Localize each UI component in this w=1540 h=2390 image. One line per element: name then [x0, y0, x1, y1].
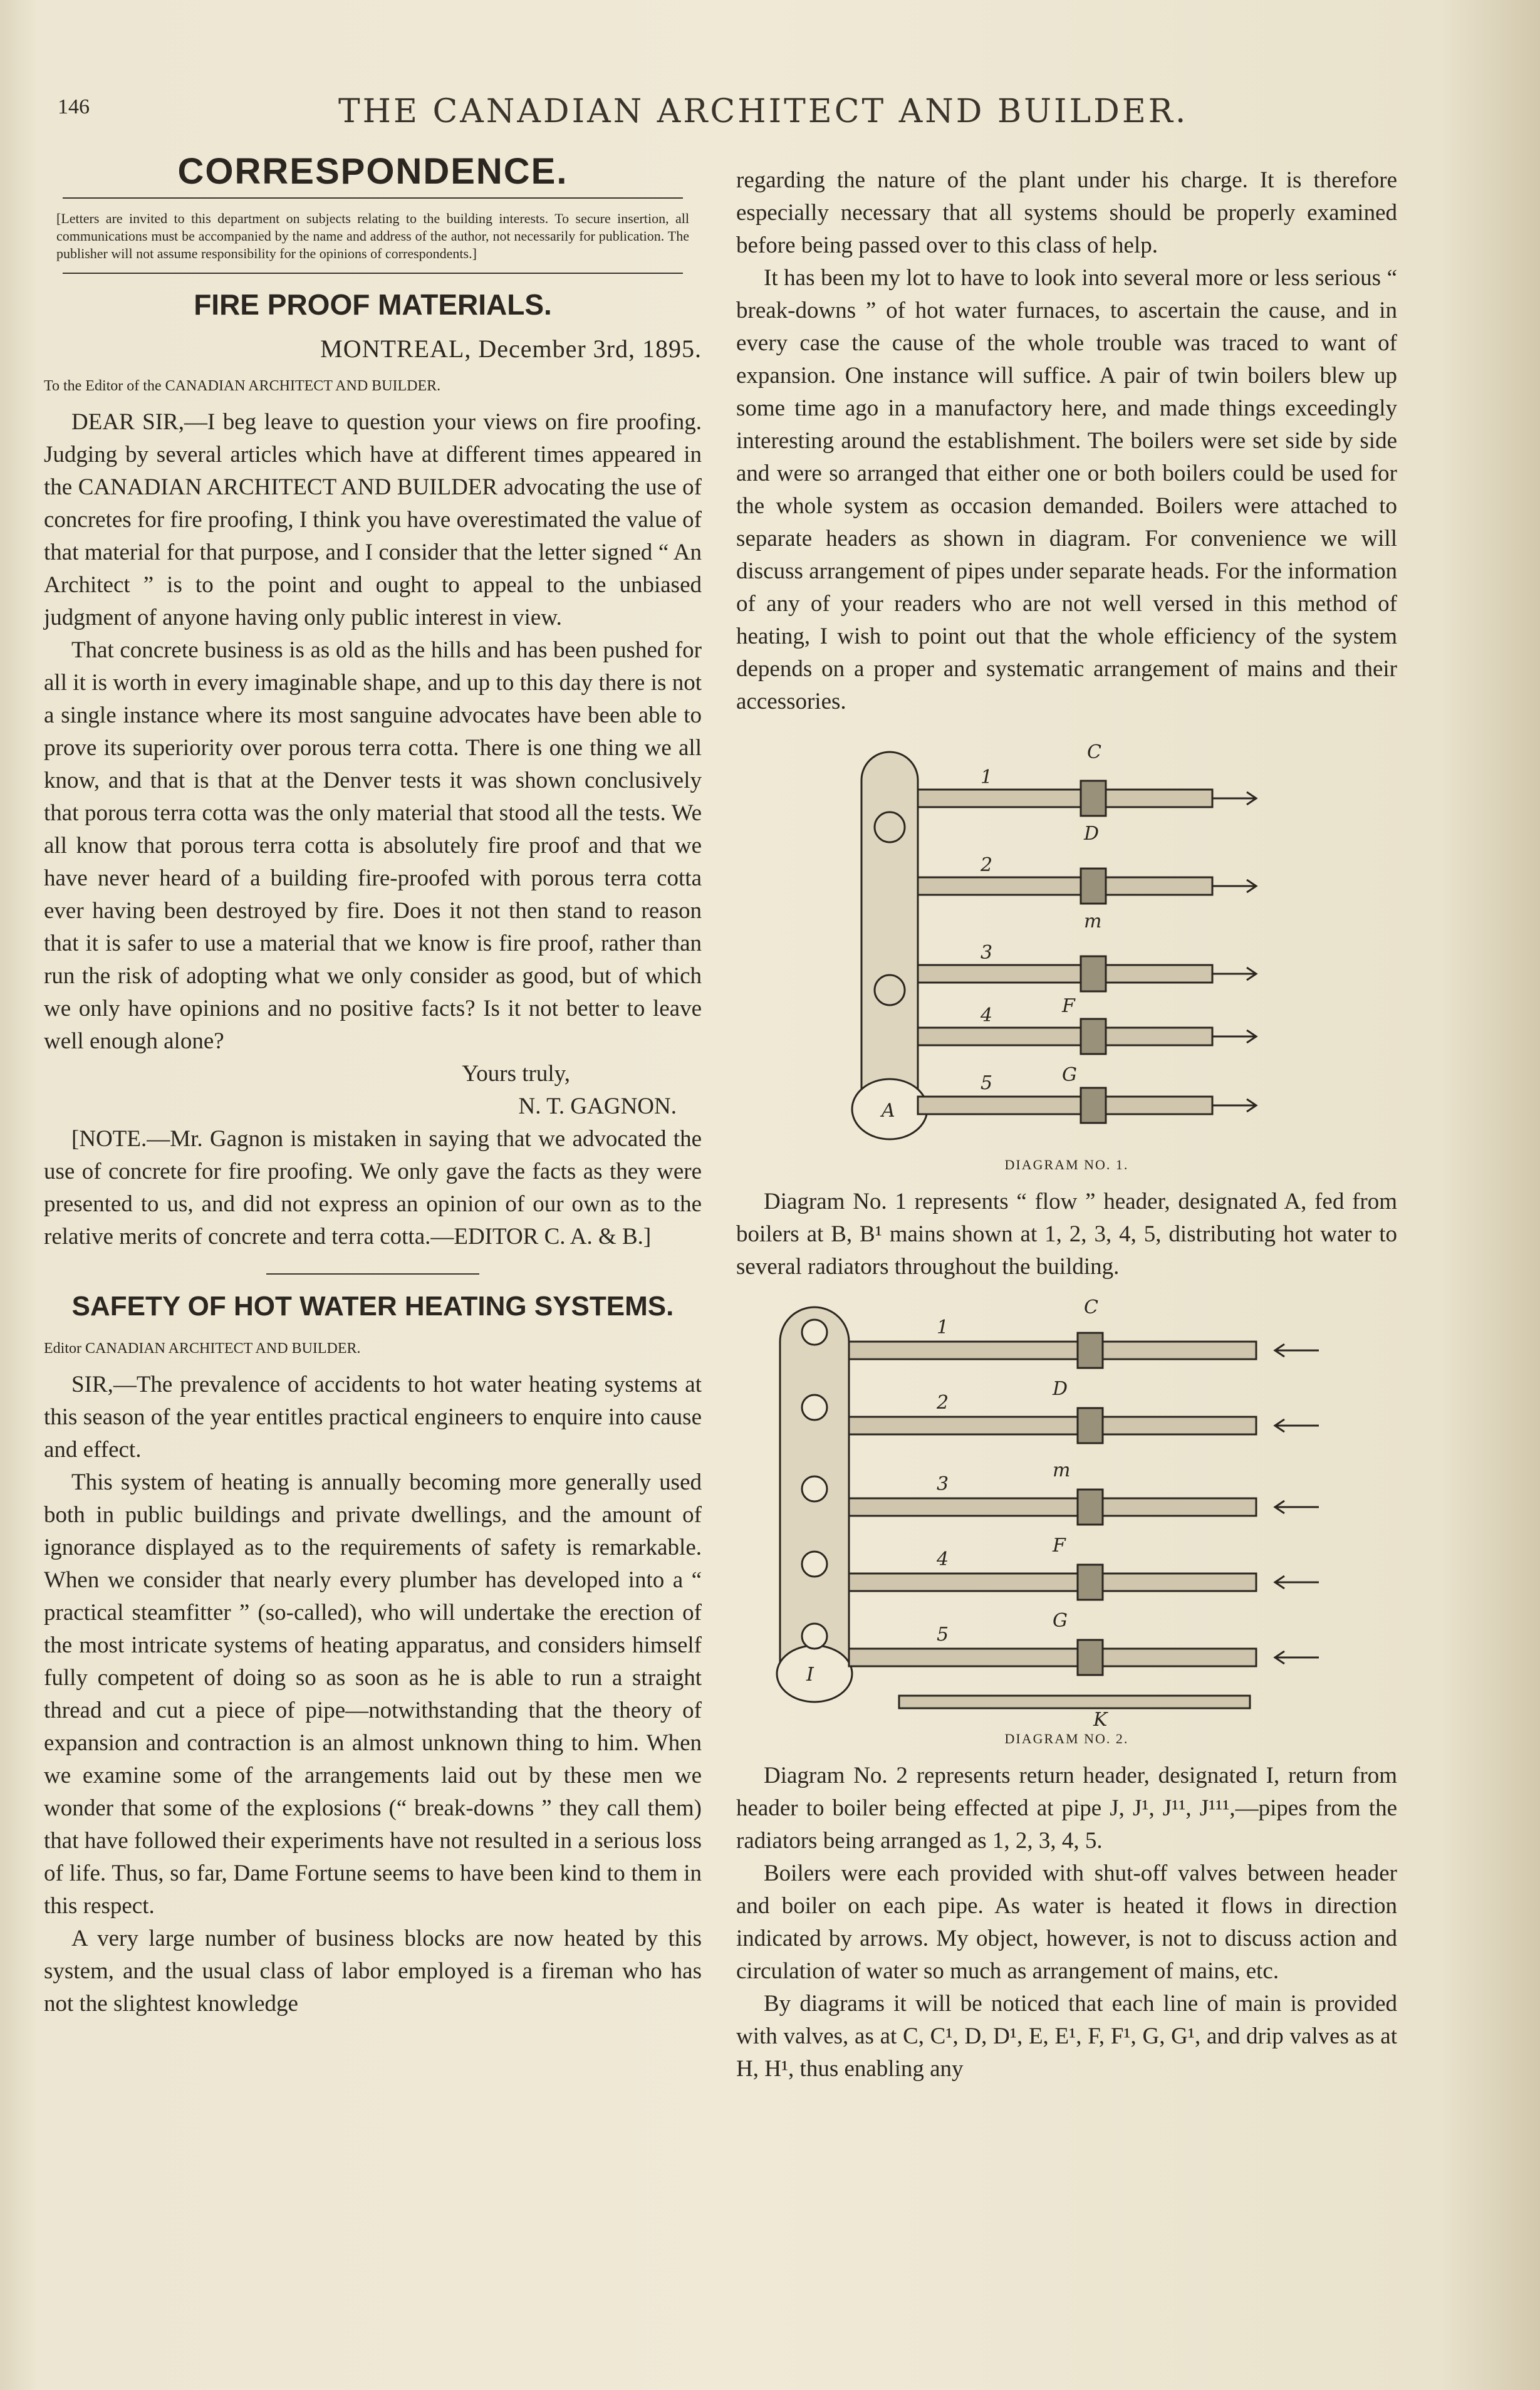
diagram-2-label: C: [1084, 1297, 1098, 1318]
diagram-1: [736, 733, 1397, 1153]
divider: [63, 273, 683, 274]
fire-proof-title: FIRE PROOF MATERIALS.: [194, 288, 552, 321]
diagram-1-label: F: [1062, 995, 1075, 1017]
diagram-2-label: m: [1053, 1459, 1071, 1481]
paragraph: By diagrams it will be noticed that each line of main is provided with valves, as at C, C¹, D, D¹, E, E¹, F, F¹, G, G¹, and drip valves as at H, H¹, thus enabling any: [736, 1991, 1397, 2082]
right-column: [736, 164, 1397, 2085]
diagram-1-label: 3: [981, 942, 993, 964]
diagram-1-label: 5: [981, 1072, 993, 1094]
diagram-1-label: 2: [981, 854, 993, 876]
journal-title: THE CANADIAN ARCHITECT AND BUILDER.: [338, 93, 1189, 130]
paragraph: DEAR SIR,—I beg leave to question your views on fire proofing. Judging by several articles which have at different times appeared in the CANADIAN ARCHITECT AND BUILDER advocating the use of concretes for fire proofing, I think you have overestimated the value of that material for that purpose, and I consider that the letter signed “ An Architect ” is to the point and ought to appeal to the unbiased judgment of anyone having only public interest in view.: [44, 409, 702, 630]
diagram-2-caption: DIAGRAM NO. 2.: [1004, 1731, 1129, 1746]
paragraph: SIR,—The prevalence of accidents to hot water heating systems at this season of the year entitles practical engineers to enquire into cause and effect.: [44, 1372, 702, 1463]
diagram-1-label: m: [1084, 911, 1102, 932]
diagram-2-label: 4: [937, 1548, 949, 1570]
diagram-2-label: 3: [937, 1473, 949, 1495]
diagram-1-label: 1: [981, 766, 993, 788]
hot-water-title: SAFETY OF HOT WATER HEATING SYSTEMS.: [71, 1291, 674, 1322]
divider: [266, 1273, 479, 1275]
diagram-1-label: A: [882, 1100, 895, 1122]
paragraph: regarding the nature of the plant under his charge. It is therefore especially necessary that all systems should be properly examined before being passed over to this class of help.: [736, 167, 1397, 258]
diagram-2-label: I: [806, 1664, 814, 1686]
diagram-1-label: D: [1084, 823, 1100, 845]
paragraph: Boilers were each provided with shut-off valves between header and boiler on each pipe. As water is heated it flows in direction indicated by arrows. My object, however, is not to discuss action and circulation of water so much as arrangement of mains, etc.: [736, 1860, 1397, 1984]
paragraph: A very large number of business blocks are now heated by this system, and the usual class of labor employed is a fireman who has not the slightest knowledge: [44, 1926, 702, 2017]
editor-note: [NOTE.—Mr. Gagnon is mistaken in saying that we advocated the use of concrete for fire proofing. We only gave the facts as they were presented to us, and did not express an opinion of our own as to the relative merits of concrete and terra cotta.—EDITOR C. A. & B.]: [44, 1126, 702, 1250]
diagram-2-label: F: [1053, 1535, 1066, 1557]
closing: Yours truly,: [462, 1061, 570, 1087]
correspondence-note: [Letters are invited to this department on subjects relating to the building interests. To secure insertion, all communications must be accompanied by the name and address of the author, not necessarily for publication. The publisher will not assume responsibility for the opinions of correspondents.]: [56, 211, 689, 261]
diagram-2-label: 1: [937, 1317, 949, 1339]
left-column: [44, 150, 702, 2020]
paragraph: It has been my lot to have to look into several more or less serious “ break-downs ” of hot water furnaces, to ascertain the cause, and in every case the cause of the whole trouble was traced to want of expansion. One instance will suffice. A pair of twin boilers blew up some time ago in a manufactory here, and made things exceedingly interesting around the establishment. The boilers were set side by side and were so arranged that either one or both boilers could be used for the whole system as occasion demanded. Boilers were attached to separate headers as shown in diagram. For convenience we will discuss arrangement of pipes under separate heads. For the information of any of your readers who are not well versed in this method of heating, I wish to point out that the whole efficiency of the system depends on a proper and systematic arrangement of mains and their accessories.: [736, 265, 1397, 714]
diagram-2: [736, 1295, 1397, 1727]
paragraph: Diagram No. 2 represents return header, designated I, return from header to boiler being effected at pipe J, J¹, J¹¹, J¹¹¹,—pipes from the radiators being arranged as 1, 2, 3, 4, 5.: [736, 1763, 1397, 1854]
diagram-2-label: 5: [937, 1624, 949, 1646]
diagram-2-label: 2: [937, 1392, 949, 1414]
diagram-1-label: 4: [981, 1005, 993, 1026]
dateline: MONTREAL, December 3rd, 1895.: [320, 335, 702, 363]
correspondence-title: CORRESPONDENCE.: [177, 151, 568, 192]
diagram-1-label: C: [1087, 741, 1101, 763]
divider: [63, 197, 683, 199]
diagram-1-caption: DIAGRAM NO. 1.: [1004, 1157, 1129, 1172]
addressee: Editor CANADIAN ARCHITECT AND BUILDER.: [44, 1340, 361, 1357]
paragraph: This system of heating is annually becoming more generally used both in public buildings and private dwellings, and the amount of ignorance displayed as to the requirements of safety is remarkable. When we consider that nearly every plumber has developed into a “ practical steamfitter ” (so-called), who will undertake the erection of the most intricate systems of heating apparatus, and considers himself fully competent of doing so as soon as he is able to run a straight thread and cut a piece of pipe—notwithstanding that the theory of expansion and contraction is an almost unknown thing to him. When we examine some of the arrangements laid out by these men we wonder that some of the explosions (“ break-downs ” they call them) that have followed their experiments have not resulted in a serious loss of life. Thus, so far, Dame Fortune seems to have been kind to them in this respect.: [44, 1469, 702, 1919]
diagram-1-label: G: [1062, 1064, 1077, 1086]
page-number: 146: [58, 95, 90, 118]
addressee: To the Editor of the CANADIAN ARCHITECT AND BUILDER.: [44, 378, 441, 394]
diagram-2-label: K: [1093, 1709, 1108, 1727]
diagram-2-label: G: [1053, 1610, 1068, 1632]
diagram-2-label: D: [1053, 1378, 1068, 1400]
paragraph: That concrete business is as old as the hills and has been pushed for all it is worth in every imaginable shape, and up to this day there is not a single instance where its most sanguine advocates have been able to prove its superiority over porous terra cotta. There is one thing we all know, and that is that at the Denver tests it was shown conclusively that porous terra cotta was the only material that stood all the tests. We all know that porous terra cotta is absolutely fire proof and that we have never heard of a building fire-proofed with porous terra cotta ever having been destroyed by fire. Does it not then stand to reason that it is safer to use a material that we know is fire proof, rather than run the risk of adopting what we only consider as good, but of which we only have opinions and no positive facts? Is it not better to leave well enough alone?: [44, 637, 702, 1054]
signature: N. T. GAGNON.: [518, 1093, 677, 1119]
paragraph: Diagram No. 1 represents “ flow ” header, designated A, fed from boilers at B, B¹ mains shown at 1, 2, 3, 4, 5, distributing hot water to several radiators throughout the building.: [736, 1189, 1397, 1280]
